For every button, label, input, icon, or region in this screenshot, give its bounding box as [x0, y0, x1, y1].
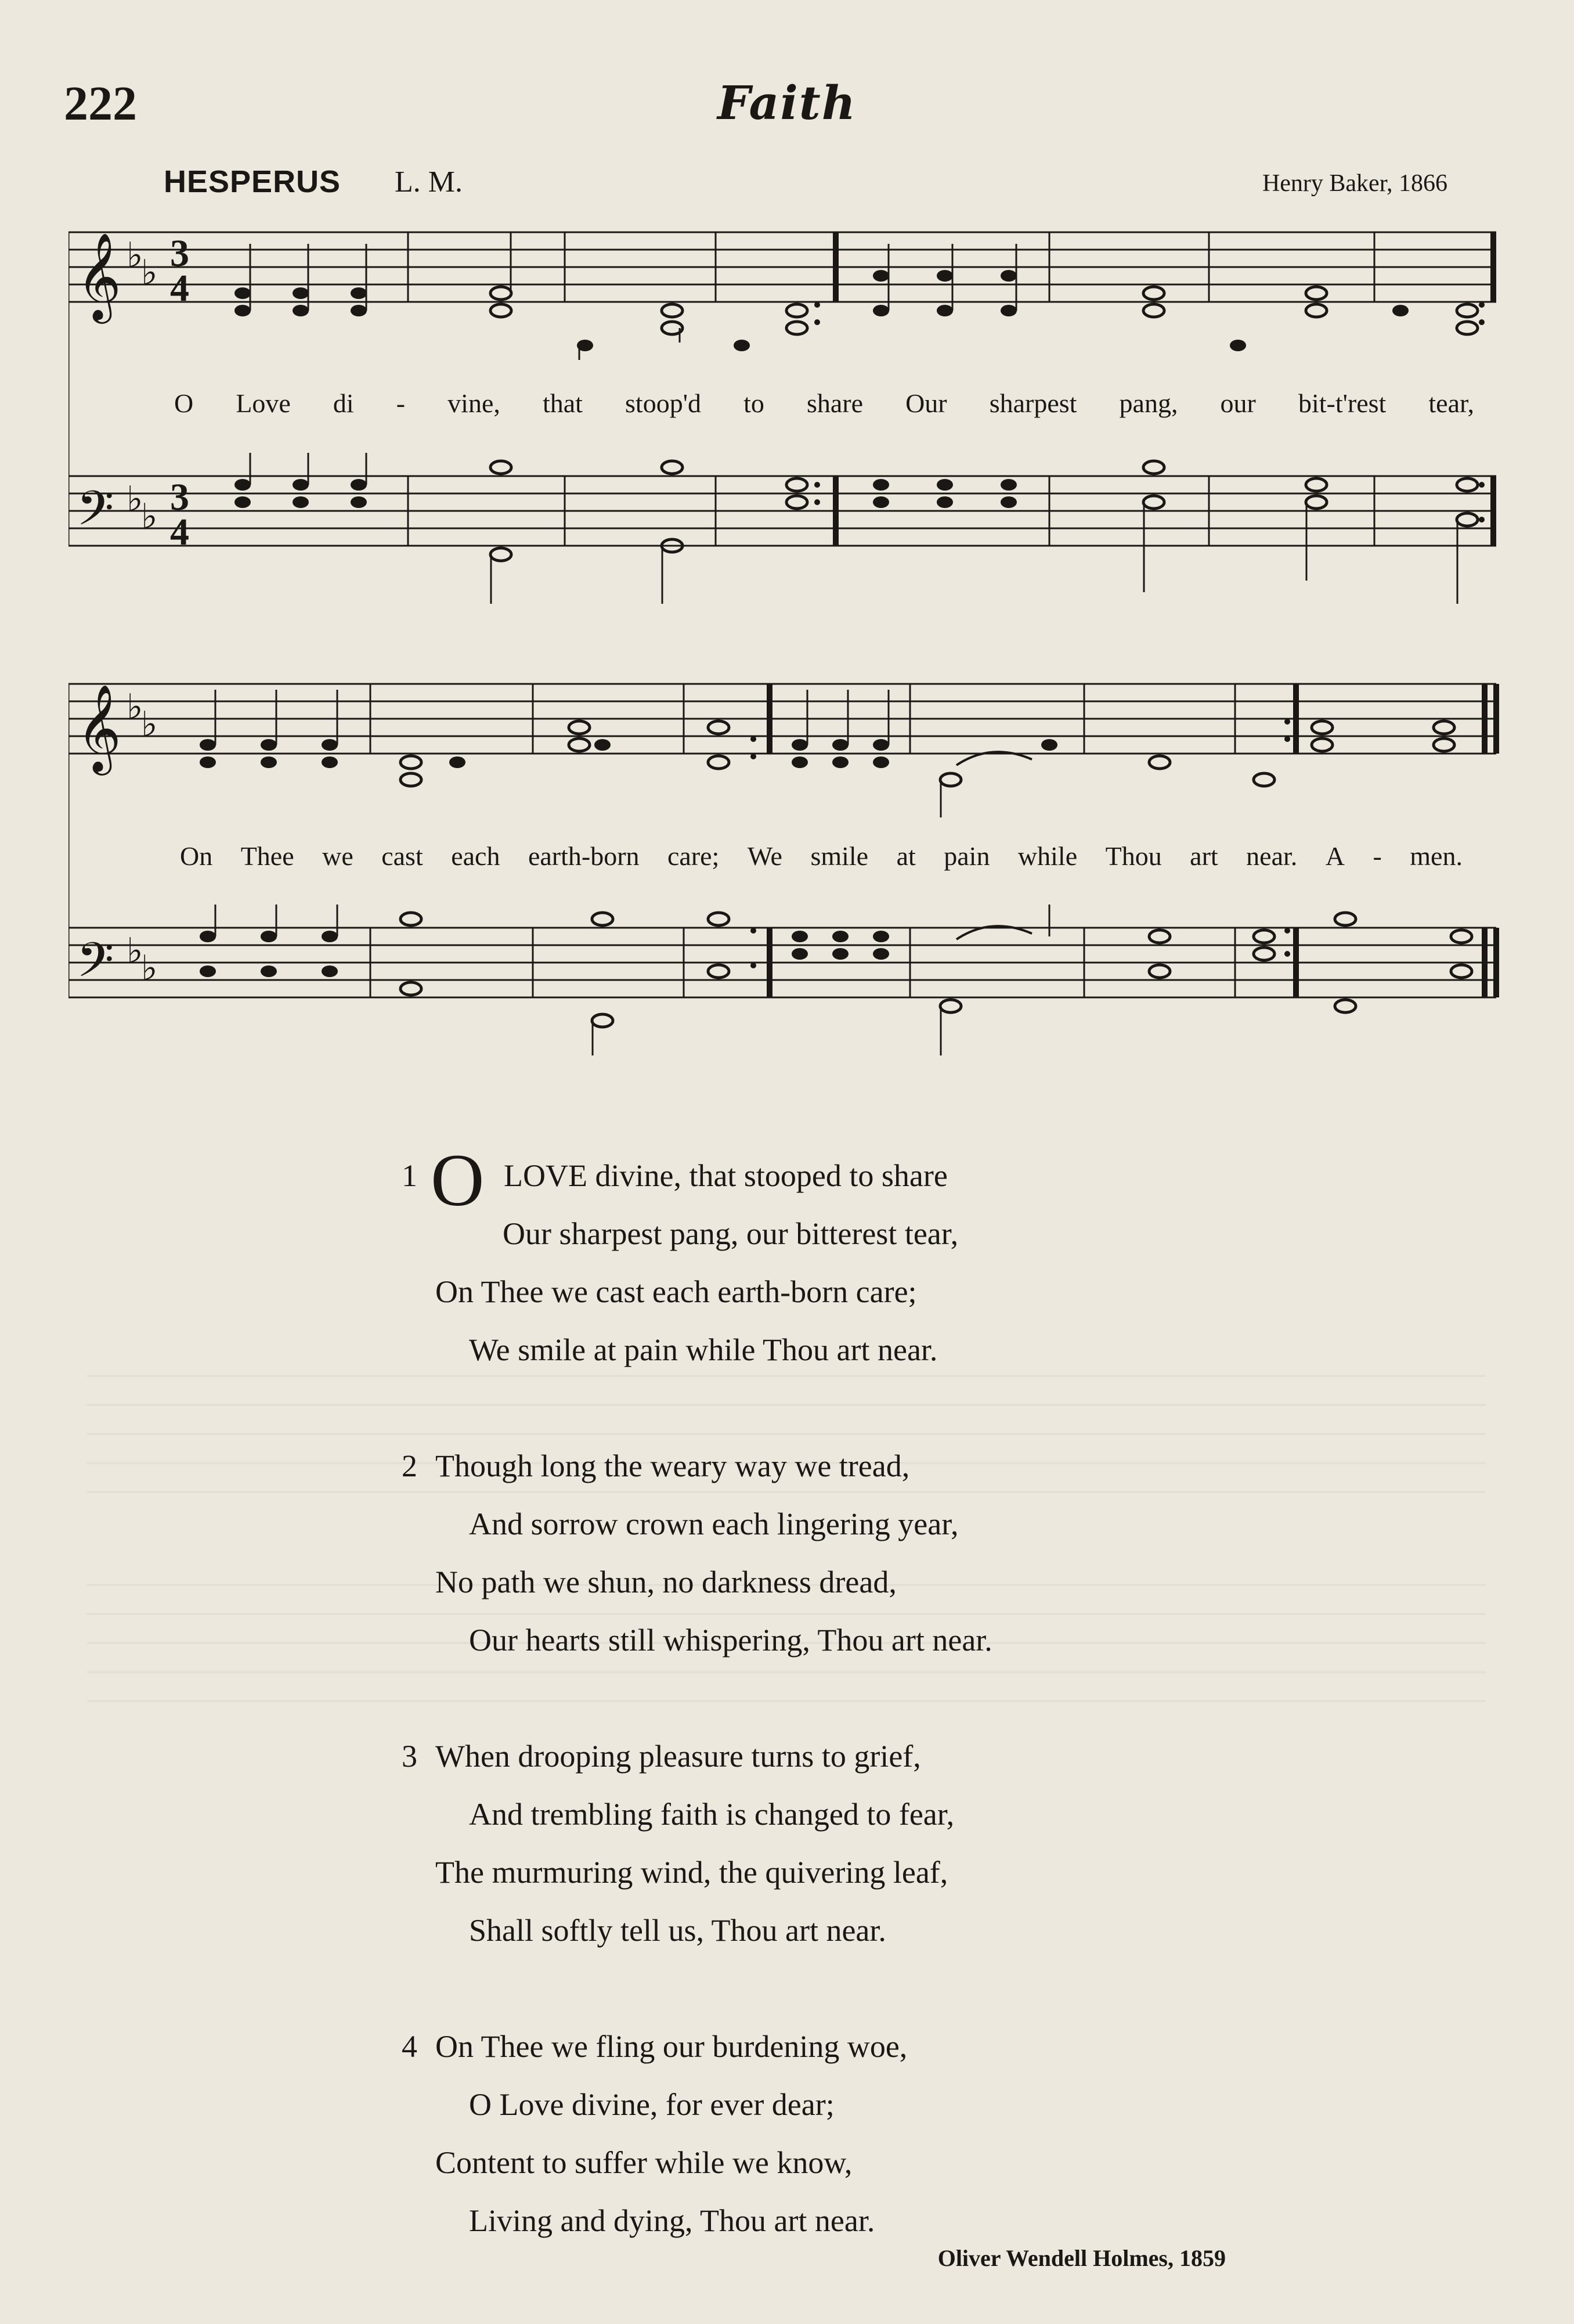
verse-line: LOVE divine, that stooped to share [504, 1158, 948, 1193]
verses [0, 1139, 1574, 2308]
tune-meter: L. M. [395, 165, 463, 199]
lyric-syllable: - [396, 388, 406, 418]
verse-line: No path we shun, no darkness dread, [435, 1565, 897, 1599]
lyric-syllable: cast [381, 841, 423, 871]
lyric-syllable: to [743, 388, 764, 418]
svg-text:𝄞: 𝄞 [77, 683, 121, 772]
lyric-syllable: at [896, 841, 916, 871]
verse-number: 4 [402, 2029, 417, 2064]
lyric-syllable: sharpest [989, 388, 1077, 418]
lyric-syllable: care; [667, 841, 720, 871]
lyric-syllable: Our [905, 388, 947, 418]
verse-line: When drooping pleasure turns to grief, [435, 1739, 921, 1774]
lyric-syllable: while [1017, 841, 1078, 871]
lyric-syllable: We [747, 841, 782, 871]
page-number: 222 [64, 77, 137, 131]
tune-name: HESPERUS [164, 164, 341, 199]
verse-1 [0, 1139, 1574, 1379]
verse-line: Content to suffer while we know, [435, 2145, 853, 2180]
svg-text:♭: ♭ [127, 235, 143, 276]
verse-number: 3 [402, 1739, 417, 1774]
lyric-syllable: On [180, 841, 213, 871]
lyric-syllable: A [1325, 841, 1345, 871]
verse-line: On Thee we fling our burdening woe, [435, 2029, 908, 2064]
verse-line: O Love divine, for ever dear; [469, 2087, 835, 2122]
svg-text:3: 3 [170, 476, 189, 518]
lyric-syllable: each [451, 841, 500, 871]
verse-number: 2 [402, 1449, 417, 1483]
verse-line: Our hearts still whispering, Thou art near. [469, 1623, 992, 1658]
svg-text:4: 4 [170, 511, 189, 553]
verse-number: 1 [402, 1158, 417, 1193]
verse-line: The murmuring wind, the quivering leaf, [435, 1855, 948, 1890]
lyric-syllable: O [174, 388, 194, 418]
svg-text:♭: ♭ [141, 496, 158, 537]
lyric-syllable: that [542, 388, 583, 418]
text-author: Oliver Wendell Holmes, 1859 [937, 2245, 1226, 2271]
lyrics-line-2 [180, 841, 1463, 871]
lyric-syllable: pang, [1119, 388, 1178, 418]
lyric-syllable: pain [944, 841, 990, 871]
lyrics-line-1 [174, 388, 1474, 419]
verse-line: And sorrow crown each lingering year, [469, 1507, 959, 1541]
drop-cap: O [431, 1139, 485, 1222]
lyric-syllable: vine, [447, 388, 500, 418]
lyric-syllable: art [1190, 841, 1218, 871]
verse-line: Living and dying, Thou art near. [469, 2203, 875, 2238]
verse-4 [0, 2017, 1574, 2250]
lyric-syllable: Love [236, 388, 291, 418]
svg-text:♭: ♭ [127, 687, 143, 727]
svg-text:♭: ♭ [141, 253, 158, 293]
svg-text:𝄢: 𝄢 [77, 480, 114, 548]
lyric-syllable: our [1220, 388, 1256, 418]
verse-2 [0, 1437, 1574, 1669]
lyric-syllable: smile [810, 841, 869, 871]
lyric-syllable: di [333, 388, 354, 418]
page-title: Faith [717, 75, 857, 130]
lyric-syllable: men. [1410, 841, 1463, 871]
svg-text:𝄢: 𝄢 [77, 932, 114, 1000]
lyric-syllable: Thee [240, 841, 294, 871]
svg-text:𝄞: 𝄞 [77, 232, 121, 320]
svg-text:♭: ♭ [127, 931, 143, 971]
svg-text:♭: ♭ [127, 479, 143, 520]
lyric-syllable: - [1373, 841, 1382, 871]
verse-line: We smile at pain while Thou art near. [469, 1332, 938, 1367]
svg-text:3: 3 [170, 232, 189, 275]
svg-text:♭: ♭ [141, 704, 158, 745]
verse-3 [0, 1727, 1574, 1959]
verse-line: And trembling faith is changed to fear, [469, 1797, 955, 1832]
lyric-syllable: bit-t'rest [1298, 388, 1387, 418]
svg-text:♭: ♭ [141, 948, 158, 989]
lyric-syllable: tear, [1428, 388, 1474, 418]
verse-line: Shall softly tell us, Thou art near. [469, 1913, 886, 1948]
lyric-syllable: we [322, 841, 353, 871]
verse-line: Though long the weary way we tread, [435, 1449, 910, 1483]
lyric-syllable: near. [1246, 841, 1298, 871]
lyric-syllable: stoop'd [625, 388, 701, 418]
lyric-syllable: share [806, 388, 863, 418]
lyric-syllable: Thou [1105, 841, 1162, 871]
lyric-syllable: earth-born [528, 841, 640, 871]
verse-line: On Thee we cast each earth-born care; [435, 1274, 917, 1309]
verse-line: Our sharpest pang, our bitterest tear, [503, 1216, 959, 1251]
svg-text:4: 4 [170, 267, 189, 309]
composer: Henry Baker, 1866 [1262, 170, 1447, 197]
